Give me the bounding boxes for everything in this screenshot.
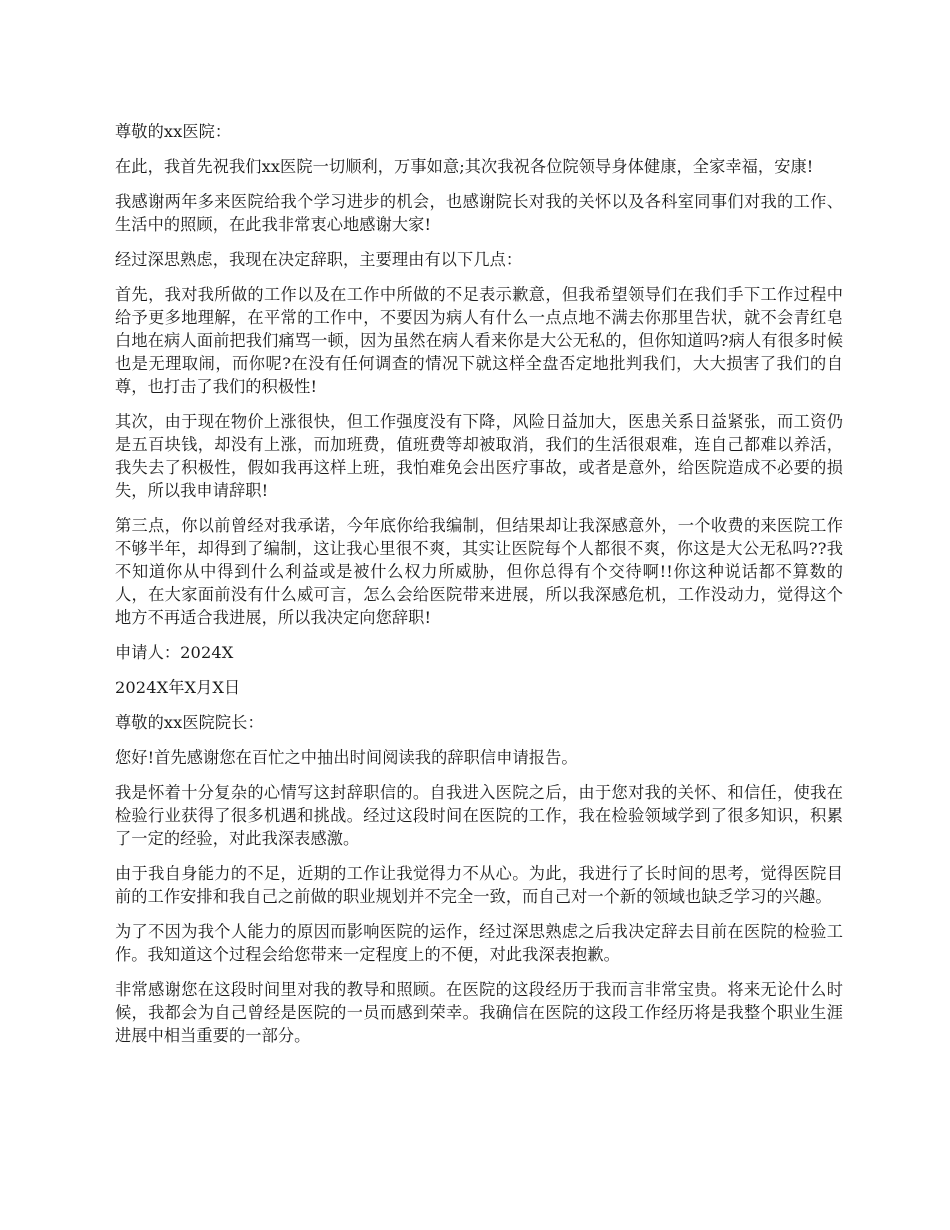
applicant-line: 申请人：2024X: [115, 643, 234, 662]
paragraph-reason-3: 第三点，你以前曾经对我承诺，今年底你给我编制，但结果却让我深感意外，一个收费的来医院工作不够半年，却得到了编制，这让我心里很不爽，其实让医院每个人都很不爽，你这是大公无私吗??我不知道你从中得到什么利益或是被什么权力所威胁，但你总得有个交待啊!!你这种说话都不算数的人，在大家面前没有什么威可言，怎么会给医院带来进展，所以我深感危机，工作没动力，觉得这个地方不再适合我进展，所以我决定向您辞职!: [115, 516, 843, 627]
date-line: 2024X年X月X日: [115, 678, 241, 697]
paragraph-decision: 经过深思熟虑，我现在决定辞职，主要理由有以下几点：: [115, 250, 523, 269]
document-body: [115, 120, 843, 1059]
paragraph-gratitude: 非常感谢您在这段时间里对我的教导和照顾。在医院的这段经历于我而言非常宝贵。将来无论什么时候，我都会为自己曾经是医院的一员而感到荣幸。我确信在医院的这段工作经历将是我整个职业生涯进展中相当重要的一部分。: [115, 980, 843, 1045]
paragraph-reason-1: 首先，我对我所做的工作以及在工作中所做的不足表示歉意，但我希望领导们在我们手下工作过程中给予更多地理解，在平常的工作中，不要因为病人有什么一点点地不满去你那里告状，就不会青红皂白地在病人面前把我们痛骂一顿，因为虽然在病人看来你是大公无私的，但你知道吗?病人有很多时候也是无理取闹，而你呢?在没有任何调查的情况下就这样全盘否定地批判我们，大大损害了我们的自尊，也打击了我们的积极性!: [115, 285, 843, 396]
paragraph-opening: 您好!首先感谢您在百忙之中抽出时间阅读我的辞职信申请报告。: [115, 748, 578, 767]
salutation-1: 尊敬的xx医院：: [115, 122, 232, 141]
paragraph-resign: 为了不因为我个人能力的原因而影响医院的运作，经过深思熟虑之后我决定辞去目前在医院的检验工作。我知道这个过程会给您带来一定程度上的不便，对此我深表抱歉。: [115, 922, 843, 964]
paragraph-thanks: 我感谢两年多来医院给我个学习进步的机会，也感谢院长对我的关怀以及各科室同事们对我的工作、生活中的照顾，在此我非常衷心地感谢大家!: [115, 192, 843, 234]
salutation-2: 尊敬的xx医院院长：: [115, 713, 264, 732]
paragraph-ability: 由于我自身能力的不足，近期的工作让我觉得力不从心。为此，我进行了长时间的思考，觉得医院目前的工作安排和我自己之前做的职业规划并不完全一致，而自己对一个新的领域也缺乏学习的兴趣。: [115, 864, 843, 906]
paragraph-feelings: 我是怀着十分复杂的心情写这封辞职信的。自我进入医院之后，由于您对我的关怀、和信任，使我在检验行业获得了很多机遇和挑战。经过这段时间在医院的工作，我在检验领域学到了很多知识，积累了一定的经验，对此我深表感激。: [115, 783, 843, 848]
paragraph-greeting: 在此，我首先祝我们xx医院一切顺利，万事如意;其次我祝各位院领导身体健康，全家幸福，安康!: [115, 157, 814, 176]
paragraph-reason-2: 其次，由于现在物价上涨很快，但工作强度没有下降，风险日益加大，医患关系日益紧张，而工资仍是五百块钱，却没有上涨，而加班费，值班费等却被取消，我们的生活很艰难，连自己都难以养活，我失去了积极性，假如我再这样上班，我怕难免会出医疗事故，或者是意外，给医院造成不必要的损失，所以我申请辞职!: [115, 412, 843, 500]
